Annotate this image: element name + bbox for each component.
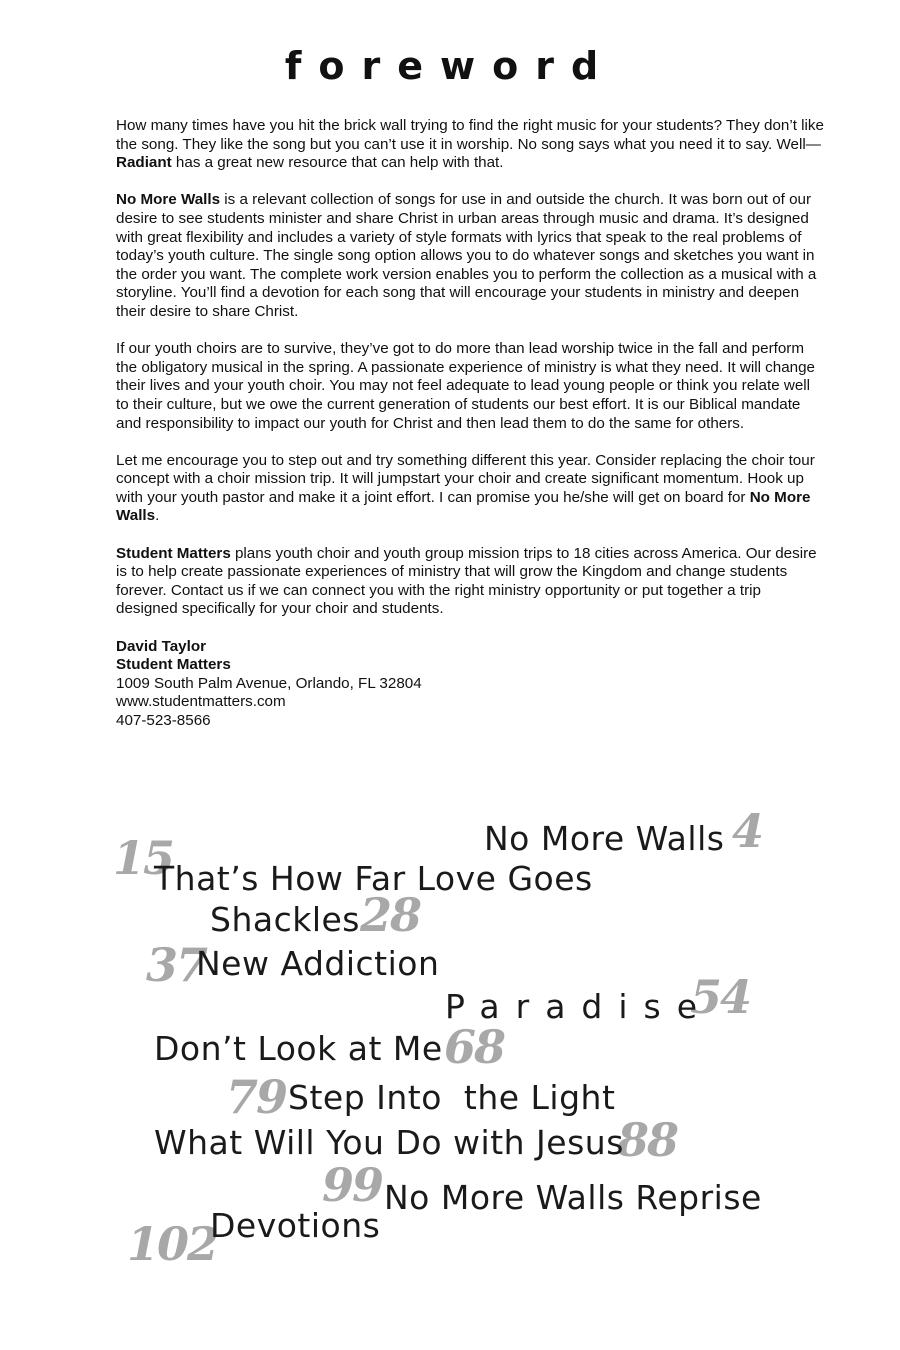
toc-title-step-into-the-light[interactable]: Step Into the Light — [288, 1078, 616, 1117]
toc-title-dont-look-at-me[interactable]: Don’t Look at Me — [154, 1029, 443, 1068]
toc-page-68: 68 — [444, 1020, 505, 1074]
toc-title-no-more-walls[interactable]: No More Walls — [484, 819, 725, 858]
no-more-walls-bold-2: No More Walls — [116, 488, 811, 525]
toc-page-28: 28 — [360, 888, 421, 942]
toc-page-88: 88 — [617, 1113, 678, 1167]
signature-phone: 407-523-8566 — [116, 712, 211, 729]
signature-org: Student Matters — [116, 656, 231, 674]
toc-page-54: 54 — [690, 970, 751, 1024]
toc-page-37: 37 — [146, 938, 207, 992]
toc-title-what-will-you-do-with-jesus[interactable]: What Will You Do with Jesus — [154, 1123, 624, 1162]
toc-title-devotions[interactable]: Devotions — [210, 1206, 381, 1245]
toc-page-99: 99 — [322, 1158, 383, 1212]
signature-website: www.studentmatters.com — [116, 693, 286, 711]
toc-page-4: 4 — [732, 804, 763, 858]
radiant-bold: Radiant — [116, 154, 172, 172]
signature-address: 1009 South Palm Avenue, Orlando, FL 32804 — [116, 674, 422, 692]
toc-page-79: 79 — [226, 1070, 287, 1124]
toc-title-shackles[interactable]: Shackles — [210, 900, 361, 939]
paragraph-3-text: If our youth choirs are to survive, they’ve got to do more than lead worship twice in the fall and perform the obligatory musical in the spring. A passionate experience of ministry is what they need. It will change their lives and your youth choir. You may not feel adequate to lead young people or think you relate well to their culture, but we owe the current generation of students our best effort. It is our Biblical mandate and responsibility to impact our youth for Christ and then lead them to do the same for others. — [116, 340, 816, 432]
toc-title-paradise[interactable]: Paradise — [445, 987, 714, 1026]
paragraph-1-text: How many times have you hit the brick wall trying to find the right music for your students? They don’t like the song. They like the song but you can’t use it in worship. No song says what you need it to say. Well— — [116, 117, 824, 153]
paragraph-4-end: . — [155, 507, 160, 525]
toc-title-no-more-walls-reprise[interactable]: No More Walls Reprise — [384, 1178, 762, 1217]
toc-title-thats-how-far-love-goes[interactable]: That’s How Far Love Goes — [154, 859, 593, 898]
toc-page-15: 15 — [113, 831, 174, 885]
signature-name: David Taylor — [116, 637, 207, 655]
paragraph-5-text: plans youth choir and youth group mission trips to 18 cities across America. Our desire is to help create passionate experiences of ministry that will grow the Kingdom and change students forever. Contact us if we can connect you with the right ministry opportunity or put together a trip designed specifically for your choir and students. — [116, 544, 817, 618]
student-matters-bold: Student Matters — [116, 544, 231, 562]
toc-page-102: 102 — [127, 1217, 218, 1271]
paragraph-2-text: is a relevant collection of songs for use in and outside the church. It was born out of our desire to see students minister and share Christ in urban areas through music and drama. It’s designed with great flexibility and includes a variety of style formats with lyrics that speak to the real problems of today’s youth culture. The single song option allows you to do whatever songs and sketches you want in the order you want. The complete work version enables you to perform the collection as a musical with a storyline. You’ll find a devotion for each song that will encourage your students in ministry and deepen their desire to share Christ. — [116, 191, 817, 320]
paragraph-4-text: Let me encourage you to step out and try something different this year. Consider replacing the choir tour concept with a choir mission trip. It will jumpstart your choir and create significant momentum. Hook up with your youth pastor and make it a joint effort. I can promise you he/she will get on board for — [116, 451, 815, 506]
page-title: foreword — [284, 44, 616, 88]
paragraph-1-end: has a great new resource that can help with that. — [171, 154, 504, 172]
no-more-walls-bold: No More Walls — [116, 191, 221, 209]
toc-title-new-addiction[interactable]: New Addiction — [196, 944, 440, 983]
